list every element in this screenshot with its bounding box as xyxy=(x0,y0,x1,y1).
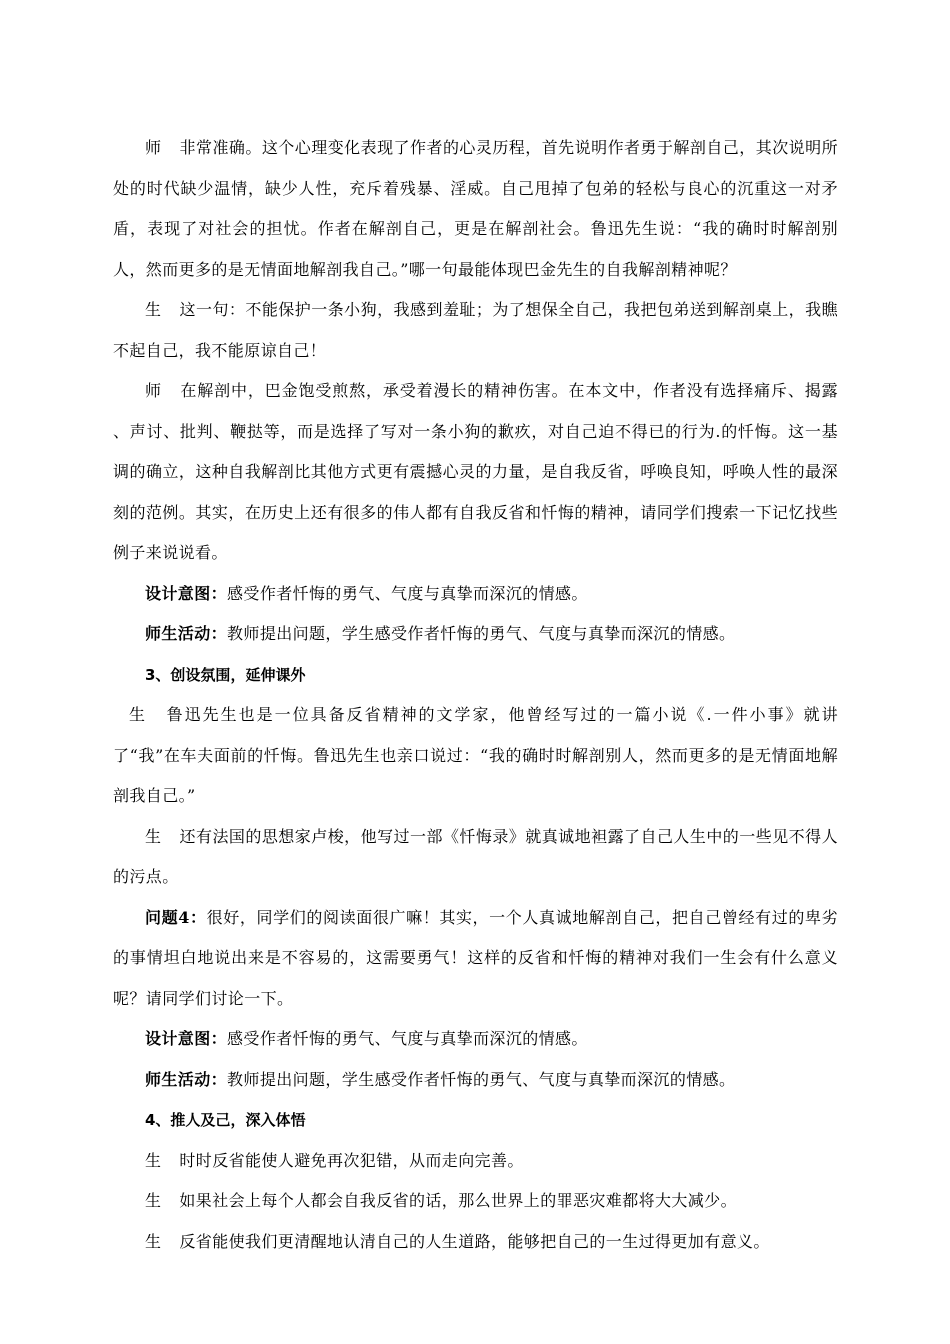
paragraph-text: 还有法国的思想家卢梭，他写过一部《忏悔录》就真诚地袒露了自己人生中的一些见不得人的污点。 xyxy=(113,826,838,886)
paragraph-text: 时时反省能使人避免再次犯错，从而走向完善。 xyxy=(179,1150,524,1170)
paragraph-teacher-2 xyxy=(113,371,838,574)
paragraph-text: 感受作者忏悔的勇气、气度与真挚而深沉的情感。 xyxy=(227,1029,588,1048)
design-intent-2 xyxy=(113,1019,838,1060)
section-heading-4: 4、推人及己，深入体悟 xyxy=(145,1111,306,1129)
paragraph-student-4 xyxy=(113,1141,838,1182)
paragraph-teacher-1 xyxy=(113,128,838,290)
paragraph-text: 很好，同学们的阅读面很广嘛！其实，一个人真诚地解剖自己，把自己曾经有过的卑劣的事情坦白地说出来是不容易的，这需要勇气！这样的反省和忏悔的精神对我们一生会有什么意义呢？请同学们讨论一下。 xyxy=(113,907,839,1008)
speaker-label: 生 xyxy=(145,300,162,319)
activity-label: 师生活动： xyxy=(145,1069,228,1089)
paragraph-student-1 xyxy=(113,290,838,371)
speaker-label: 生 xyxy=(129,705,147,724)
design-intent-label: 设计意图： xyxy=(145,1029,228,1048)
speaker-label: 生 xyxy=(145,826,162,846)
paragraph-text: 在解剖中，巴金饱受煎熬，承受着漫长的精神伤害。在本文中，作者没有选择痛斥、揭露 、声讨、批判、鞭挞等，而是选择了写对一条小狗的歉疚，对自己迫不得已的行为.的忏悔。这一基调的确立，这种自我解剖比其他方式更有震撼心灵的力量，是自我反省，呼唤良知，呼唤人性的最深刻的范例。其实，在历史上还有很多的伟人都有自我反省和忏悔的精神，请同学们搜索一下记忆找些例子来说说看。 xyxy=(113,381,838,562)
speaker-label: 生 xyxy=(145,1191,162,1210)
paragraph-student-6 xyxy=(113,1222,838,1263)
speaker-label: 师 xyxy=(145,138,162,157)
speaker-label: 生 xyxy=(145,1150,162,1170)
speaker-label: 师 xyxy=(145,381,162,400)
paragraph-text: 鲁迅先生也是一位具备反省精神的文学家，他曾经写过的一篇小说《.一件小事》就讲了“我”在车夫面前的忏悔。鲁迅先生也亲口说过：“我的确时时解剖别人，然而更多的是无情面地解剖我自己。” xyxy=(113,705,838,805)
paragraph-text: 感受作者忏悔的勇气、气度与真挚而深沉的情感。 xyxy=(227,583,588,603)
paragraph-text: 反省能使我们更清醒地认清自己的人生道路，能够把自己的一生过得更加有意义。 xyxy=(179,1231,770,1251)
activity-2 xyxy=(113,1060,838,1101)
question-4 xyxy=(113,898,838,1020)
paragraph-student-5 xyxy=(113,1181,838,1222)
design-intent-1 xyxy=(113,574,838,615)
design-intent-label: 设计意图： xyxy=(145,583,228,603)
paragraph-text: 教师提出问题，学生感受作者忏悔的勇气、气度与真挚而深沉的情感。 xyxy=(227,624,736,643)
paragraph-text: 非常准确。这个心理变化表现了作者的心灵历程，首先说明作者勇于解剖自己，其次说明所处的时代缺少温情，缺少人性，充斥着残暴、淫威。自己甩掉了包弟的轻松与良心的沉重这一对矛盾，表现了对社会的担忧。作者在解剖自己，更是在解剖社会。鲁迅先生说：“我的确时时解剖别人，然而更多的是无情面地解剖我自己。”哪一句最能体现巴金先生的自我解剖精神呢？ xyxy=(113,138,838,279)
speaker-label: 生 xyxy=(145,1231,162,1251)
paragraph-text: 如果社会上每个人都会自我反省的话，那么世界上的罪恶灾难都将大大减少。 xyxy=(179,1191,738,1210)
section-heading-3: 3、创设氛围，延伸课外 xyxy=(145,665,306,684)
paragraph-student-2 xyxy=(113,695,838,817)
question-label: 问题4： xyxy=(145,907,207,927)
activity-1 xyxy=(113,614,838,655)
paragraph-text: 这一句：不能保护一条小狗，我感到羞耻；为了想保全自己，我把包弟送到解剖桌上，我瞧不起自己，我不能原谅自己！ xyxy=(113,300,838,360)
activity-label: 师生活动： xyxy=(145,624,228,643)
paragraph-text: 教师提出问题，学生感受作者忏悔的勇气、气度与真挚而深沉的情感。 xyxy=(227,1069,736,1089)
paragraph-student-3 xyxy=(113,817,838,898)
